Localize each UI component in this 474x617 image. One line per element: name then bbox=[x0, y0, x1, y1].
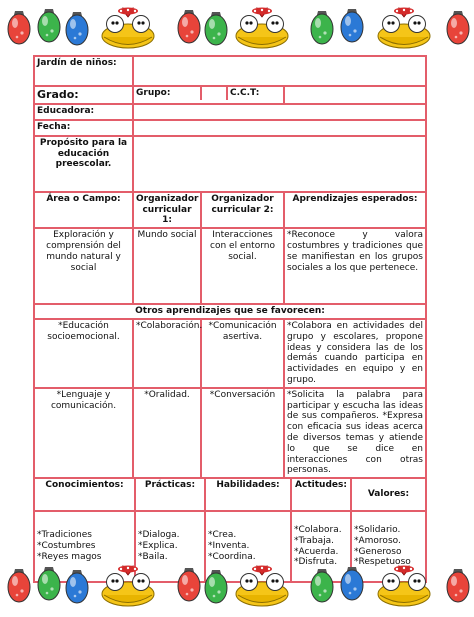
otros-row1-org1: *Colaboración. bbox=[133, 319, 201, 388]
christmas-ornament-icon bbox=[66, 12, 88, 45]
otros-row2-aprendizaje: *Solicita la palabra para participar y escucha las ideas de sus compañeros. *Expresa con eficacia sus ideas acerca de diversos temas y atiende lo que se dice en interacciones con otras personas. bbox=[284, 388, 426, 478]
fecha-label: Fecha: bbox=[34, 120, 133, 136]
main-org1: Mundo social bbox=[133, 228, 201, 304]
educadora-field[interactable] bbox=[133, 104, 426, 120]
fecha-field[interactable] bbox=[133, 120, 426, 136]
christmas-ornament-icon bbox=[311, 11, 333, 44]
main-org2: Interacciones con el entorno social. bbox=[201, 228, 284, 304]
list-item: *Tradiciones bbox=[37, 530, 92, 541]
christmas-ornament-icon bbox=[38, 9, 60, 42]
list-item: *Trabaja. bbox=[294, 535, 334, 546]
christmas-ornament-icon bbox=[8, 11, 30, 44]
monkey-icon bbox=[236, 566, 288, 607]
monkey-icon bbox=[102, 566, 154, 607]
list-item: *Colabora. bbox=[294, 525, 342, 536]
monkey-icon bbox=[378, 566, 430, 607]
cct-field[interactable] bbox=[284, 86, 426, 104]
list-item: *Amoroso. bbox=[354, 535, 401, 546]
area-header: Área o Campo: bbox=[34, 192, 133, 228]
list-item: *Dialoga. bbox=[138, 530, 180, 541]
bottom-decorative-border bbox=[0, 558, 474, 616]
list-item: *Crea. bbox=[208, 530, 237, 541]
list-item: *Baila. bbox=[138, 552, 168, 563]
christmas-ornament-icon bbox=[447, 569, 469, 602]
list-item: *Respetuoso bbox=[354, 557, 411, 568]
list-item: *Coordina. bbox=[208, 552, 256, 563]
christmas-ornament-icon bbox=[8, 569, 30, 602]
christmas-ornament-icon bbox=[178, 10, 200, 43]
list-item: *Costumbres bbox=[37, 541, 96, 552]
monkey-icon bbox=[378, 8, 430, 49]
christmas-ornament-icon bbox=[38, 567, 60, 600]
list-item: *Explica. bbox=[138, 541, 178, 552]
grado-cell bbox=[34, 86, 133, 104]
christmas-ornament-icon bbox=[205, 570, 227, 603]
org2-header: Organizador curricular 2: bbox=[201, 192, 284, 228]
main-aprendizaje: *Reconoce y valora costumbres y tradiciones que se manifiestan en los grupos sociales a los que pertenece. bbox=[284, 228, 426, 304]
otros-row1-aprendizaje: *Colabora en actividades del grupo y escolares, propone ideas y considera las de los demás cuando participa en actividades en equipo y en grupo. bbox=[284, 319, 426, 388]
actitudes-header: Actitudes: bbox=[291, 479, 351, 511]
grupo-label: Grupo: bbox=[134, 87, 201, 100]
grupo-cell bbox=[133, 86, 284, 104]
christmas-ornament-icon bbox=[66, 570, 88, 603]
otros-row1-org2: *Comunicación asertiva. bbox=[201, 319, 284, 388]
conocimientos-header: Conocimientos: bbox=[35, 479, 135, 511]
christmas-ornament-icon bbox=[341, 9, 363, 42]
main-area: Exploración y comprensión del mundo natural y social bbox=[34, 228, 133, 304]
jardin-field[interactable] bbox=[133, 56, 426, 86]
top-decorative-border bbox=[0, 0, 474, 58]
proposito-field[interactable] bbox=[133, 136, 426, 192]
grupo-cct-subtable bbox=[134, 87, 283, 100]
otros-row2-org2: *Conversación bbox=[201, 388, 284, 478]
christmas-ornament-icon bbox=[341, 567, 363, 600]
practicas-header: Prácticas: bbox=[135, 479, 205, 511]
monkey-icon bbox=[236, 8, 288, 49]
list-item: *Generoso bbox=[354, 546, 402, 557]
otros-title: Otros aprendizajes que se favorecen: bbox=[34, 304, 426, 319]
grado-label: Grado: bbox=[37, 88, 79, 101]
list-item: *Acuerda. bbox=[294, 546, 339, 557]
educadora-label: Educadora: bbox=[34, 104, 133, 120]
grupo-field[interactable] bbox=[201, 87, 227, 100]
aprendizajes-header: Aprendizajes esperados: bbox=[284, 192, 426, 228]
habilidades-header: Habilidades: bbox=[205, 479, 291, 511]
otros-row1-area: *Educación socioemocional. bbox=[34, 319, 133, 388]
org1-header: Organizador curricular 1: bbox=[133, 192, 201, 228]
proposito-label: Propósito para la educación preescolar. bbox=[34, 136, 133, 192]
cct-label: C.C.T: bbox=[227, 87, 283, 100]
valores-header: Valores: bbox=[351, 479, 425, 511]
christmas-ornament-icon bbox=[311, 569, 333, 602]
christmas-ornament-icon bbox=[178, 568, 200, 601]
list-item: *Solidario. bbox=[354, 525, 401, 536]
otros-row2-area: *Lenguaje y comunicación. bbox=[34, 388, 133, 478]
christmas-ornament-icon bbox=[205, 12, 227, 45]
list-item: *Reyes magos bbox=[37, 552, 102, 563]
planning-table bbox=[33, 55, 427, 583]
list-item: *Disfruta. bbox=[294, 557, 338, 568]
christmas-ornament-icon bbox=[447, 11, 469, 44]
list-item: *Inventa. bbox=[208, 541, 250, 552]
otros-row2-org1: *Oralidad. bbox=[133, 388, 201, 478]
jardin-label: Jardín de niños: bbox=[34, 56, 133, 86]
monkey-icon bbox=[102, 8, 154, 49]
christmas-decor bbox=[0, 0, 474, 58]
christmas-decor bbox=[0, 558, 474, 613]
